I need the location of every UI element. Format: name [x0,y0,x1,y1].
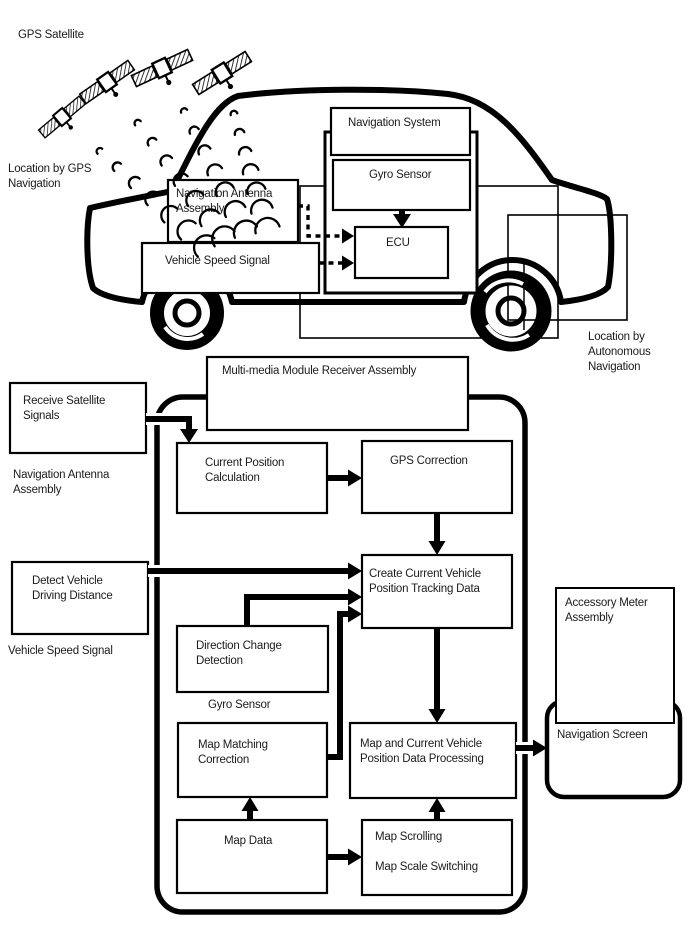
map-matching-label: Map Matching [198,739,268,751]
navigation-screen-label: Navigation Screen [557,729,648,741]
svg-text:Position Data Processing: Position Data Processing [360,753,484,765]
map-data-box [177,820,327,893]
map-scrolling-label: Map Scrolling [375,831,443,843]
svg-text:Signals: Signals [23,410,60,422]
arrow-mapdata-to-scrolling [327,849,362,866]
arrow-direction-to-create [247,589,362,627]
gps-satellite-label: GPS Satellite [18,29,84,41]
vehicle-speed-signal-label: Vehicle Speed Signal [165,255,270,267]
location-autonomous-label: Location by [588,331,645,343]
detect-vehicle-label: Detect Vehicle [32,575,103,587]
gyro-caption: Gyro Sensor [208,699,271,711]
arrow-calculation-to-gps-correction [327,470,362,487]
map-processing-box [350,723,516,798]
gps-correction-label: GPS Correction [390,455,468,467]
arrow-detect-to-create [148,563,362,580]
receive-satellite-label: Receive Satellite [23,395,106,407]
map-scale-label: Map Scale Switching [375,861,478,873]
navigation-system-label: Navigation System [348,117,441,129]
gps-correction-box [362,441,512,513]
detect-vehicle-box [12,562,148,634]
map-processing-label: Map and Current Vehicle [360,738,482,750]
location-gps-label: Location by GPS [8,163,92,175]
map-matching-box [178,723,327,797]
rear-wheel [478,278,544,344]
nav-antenna-assembly-label: Navigation Antenna [176,188,273,200]
svg-text:Correction: Correction [198,754,250,766]
ecu-label: ECU [386,237,410,249]
create-tracking-box [362,555,512,628]
accessory-meter-label: Accessory Meter [565,597,648,609]
current-position-box [177,443,327,513]
svg-text:Detection: Detection [196,655,243,667]
arrow-gps-correction-to-create [429,513,446,555]
satellite-icon [79,59,142,113]
svg-text:Assembly: Assembly [176,203,225,215]
svg-text:Calculation: Calculation [205,472,260,484]
arrow-mapdata-to-matching [242,797,259,820]
arrow-create-to-processing [429,628,446,723]
map-data-label: Map Data [224,835,273,847]
current-position-label: Current Position [205,457,285,469]
svg-text:Position Tracking Data: Position Tracking Data [369,583,480,595]
satellite-icon [131,48,198,98]
gyro-sensor-box [333,160,470,210]
multimedia-module-box [207,357,468,430]
svg-text:Driving Distance: Driving Distance [32,590,113,602]
svg-text:Navigation: Navigation [588,361,641,373]
svg-text:Assembly: Assembly [13,484,62,496]
ecu-box [355,227,448,278]
arrow-processing-to-screen [516,740,547,757]
satellite-icon [37,95,92,146]
gyro-sensor-label: Gyro Sensor [369,169,432,181]
multimedia-module-label: Multi-media Module Receiver Assembly [222,365,417,377]
vehicle-speed-signal-box [142,243,319,293]
create-tracking-label: Create Current Vehicle [369,568,481,580]
svg-text:Assembly: Assembly [565,612,614,624]
nav-antenna-caption: Navigation Antenna [13,469,110,481]
navigation-system-box [331,108,470,155]
vehicle-speed-caption: Vehicle Speed Signal [8,645,113,657]
direction-change-label: Direction Change [196,640,282,652]
svg-text:Navigation: Navigation [8,178,61,190]
direction-change-box [177,626,328,692]
arrow-receive-to-calculation [146,419,198,443]
accessory-meter-box [556,588,674,723]
arrow-scrolling-to-processing [429,798,446,820]
map-scrolling-box [362,820,512,895]
receive-satellite-box [10,383,146,453]
svg-text:Autonomous: Autonomous [588,346,651,358]
